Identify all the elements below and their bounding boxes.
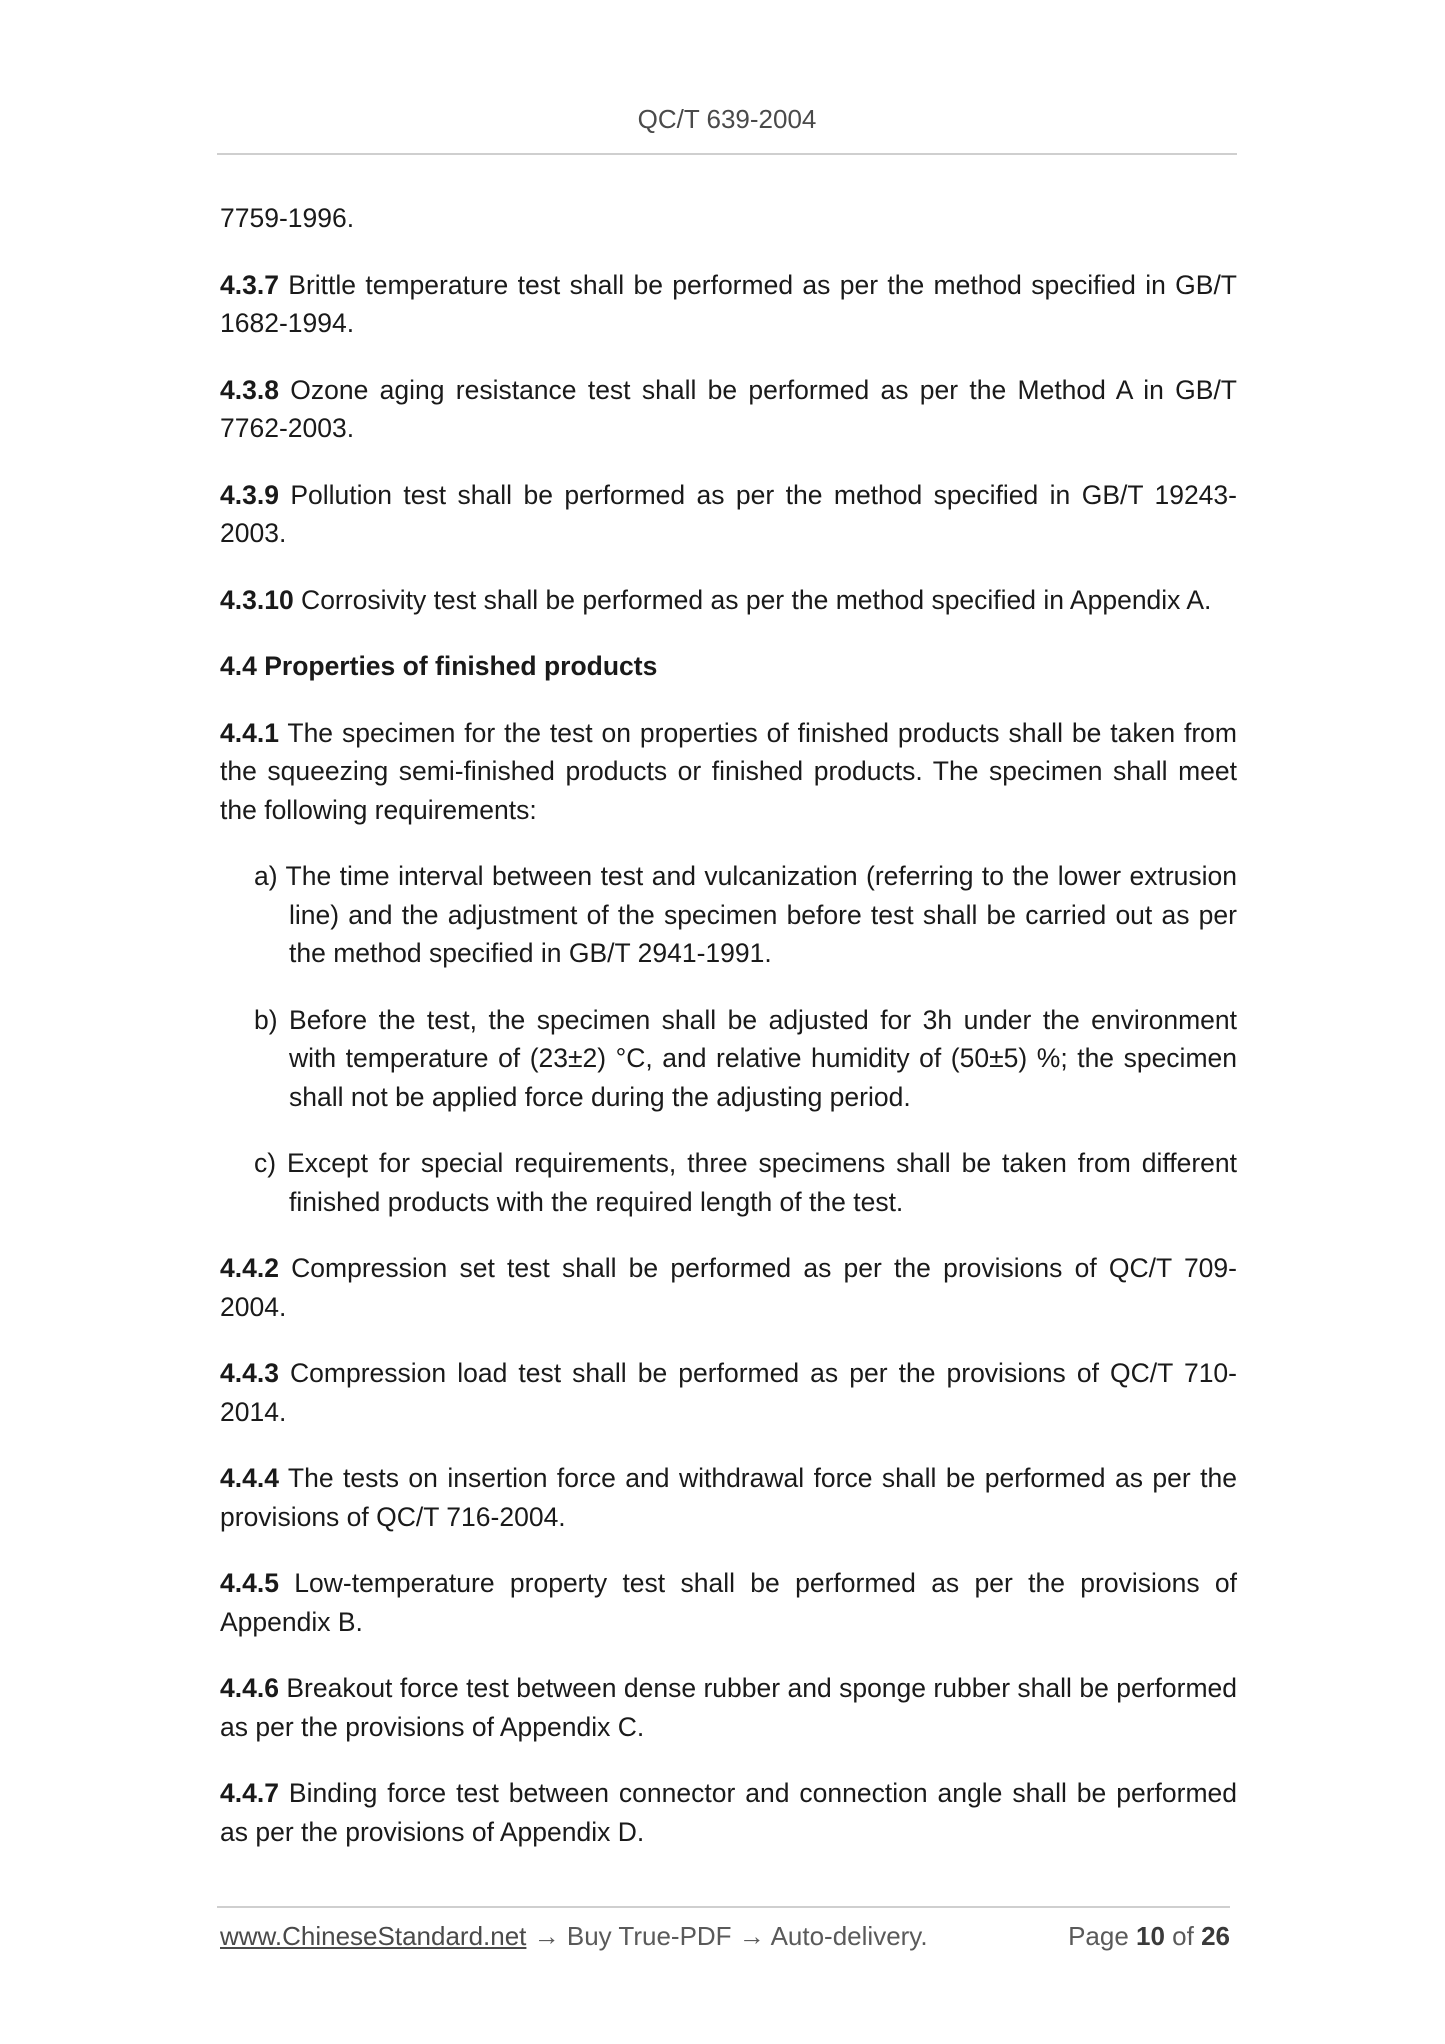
list-item-a: a) The time interval between test and vulcanization (referring to the lower extrusion line) and the adjustment of the specimen before test shall be carried out as per the method specified in GB/T 2941-1991. [254, 861, 1237, 968]
clause-text: Breakout force test between dense rubber and sponge rubber shall be performed as per the provisions of Appendix C. [220, 1673, 1237, 1742]
clause-text: Compression load test shall be performed as per the provisions of QC/T 710-2014. [220, 1358, 1237, 1427]
clause-text: Pollution test shall be performed as per the method specified in GB/T 19243-2003. [220, 479, 1237, 548]
page-indicator [1068, 1921, 1230, 1952]
document-header [217, 104, 1237, 135]
page-of: of [1164, 1921, 1202, 1951]
section-heading: 4.4 Properties of finished products [220, 651, 658, 681]
clause-4-3-7 [220, 266, 1237, 343]
clause-4-4-3 [220, 1354, 1237, 1431]
clause-number: 4.4.6 [220, 1673, 279, 1703]
clause-4-3-8 [220, 371, 1237, 448]
list-item-c: c) Except for special requirements, three specimens shall be taken from different finished products with the required length of the test. [254, 1148, 1237, 1217]
clause-number: 4.4.2 [220, 1253, 279, 1283]
header-divider [217, 153, 1237, 155]
clause-number: 4.3.7 [220, 269, 279, 300]
continuation-text: 7759-1996. [220, 203, 355, 233]
footer-divider [217, 1906, 1230, 1908]
clause-text: Ozone aging resistance test shall be performed as per the Method A in GB/T 7762-2003. [220, 374, 1237, 443]
clause-4-4-6 [220, 1669, 1237, 1746]
clause-text: Low-temperature property test shall be performed as per the provisions of Appendix B. [220, 1568, 1237, 1637]
list-item-b: b) Before the test, the specimen shall be adjusted for 3h under the environment with temperature of (23±2) °C, and relative humidity of (50±5) %; the specimen shall not be applied force during the adjusting period. [254, 1004, 1237, 1112]
total-pages: 26 [1201, 1921, 1230, 1951]
footer-promo [220, 1921, 928, 1952]
page-footer [220, 1921, 1230, 1952]
clause-text: Compression set test shall be performed as per the provisions of QC/T 709-2004. [220, 1253, 1237, 1322]
clause-number: 4.4.5 [220, 1568, 279, 1598]
document-body [220, 199, 1237, 1879]
clause-number: 4.4.3 [220, 1358, 279, 1388]
clause-number: 4.4.1 [220, 717, 279, 748]
clause-4-4-2 [220, 1249, 1237, 1326]
promo-text: → Buy True-PDF → Auto-delivery. [526, 1921, 928, 1951]
document-code: QC/T 639-2004 [637, 104, 817, 134]
clause-text: The tests on insertion force and withdrawal force shall be performed as per the provisions of QC/T 716-2004. [220, 1463, 1237, 1532]
clause-number: 4.3.9 [220, 479, 279, 510]
clause-text: Brittle temperature test shall be performed as per the method specified in GB/T 1682-1994. [220, 269, 1237, 338]
page-prefix: Page [1068, 1921, 1137, 1951]
clause-4-3-10 [220, 581, 1237, 620]
current-page: 10 [1136, 1921, 1165, 1951]
clause-4-3-9 [220, 476, 1237, 553]
clause-number: 4.4.7 [220, 1778, 279, 1808]
website-link[interactable]: www.ChineseStandard.net [220, 1921, 527, 1951]
clause-text: The specimen for the test on properties of finished products shall be taken from the squeezing semi-finished products or finished products. The specimen shall meet the following requirements: [220, 717, 1237, 825]
clause-text: Binding force test between connector and connection angle shall be performed as per the provisions of Appendix D. [220, 1778, 1237, 1847]
clause-4-4-1 [220, 714, 1237, 830]
clause-number: 4.3.8 [220, 374, 279, 405]
clause-text: Corrosivity test shall be performed as per the method specified in Appendix A. [293, 584, 1212, 615]
clause-number: 4.4.4 [220, 1463, 279, 1493]
clause-4-4-4 [220, 1459, 1237, 1536]
clause-4-4-7 [220, 1774, 1237, 1851]
clause-number: 4.3.10 [220, 584, 294, 615]
clause-4-4-5 [220, 1564, 1237, 1641]
